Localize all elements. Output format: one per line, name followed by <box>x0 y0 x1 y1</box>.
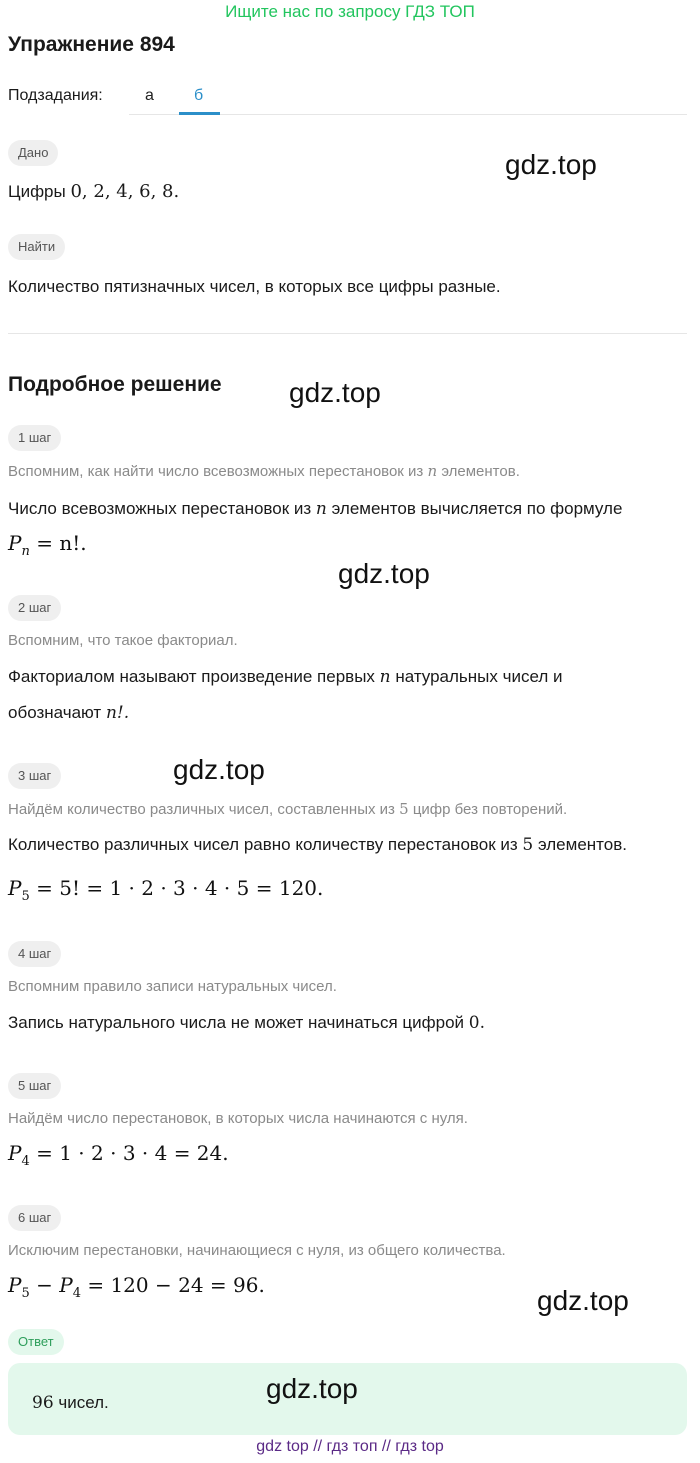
step-3-formula-p: P <box>8 876 22 900</box>
page-title: Упражнение 894 <box>8 33 175 56</box>
find-pill: Найти <box>8 234 65 260</box>
step-6-pill: 6 шаг <box>8 1205 61 1231</box>
step-5-formula-sub: 4 <box>21 1154 30 1169</box>
step-2-text-a: Факториалом называют произведение первых <box>8 667 375 686</box>
step-4-text-num: 0. <box>468 1013 485 1033</box>
step-1-formula <box>8 531 87 559</box>
step-5-formula <box>8 1141 229 1169</box>
step-5-formula-rest: = 1 · 2 · 3 · 4 = 24. <box>29 1141 229 1165</box>
step-3-text-b: элементов. <box>537 835 627 854</box>
step-6-formula-p1: P <box>8 1273 22 1297</box>
step-3-formula-sub: 5 <box>21 889 30 904</box>
step-1-formula-rest: = n!. <box>29 531 87 555</box>
answer-label: чисел. <box>53 1393 109 1412</box>
active-tab-indicator <box>179 112 220 115</box>
solution-title: Подробное решение <box>8 373 222 396</box>
step-6-formula-rest: = 120 − 24 = 96. <box>80 1273 265 1297</box>
given-prefix: Цифры <box>8 182 66 201</box>
step-1-text-a: Число всевозможных перестановок из <box>8 499 312 518</box>
step-3-text <box>8 835 627 855</box>
step-1-formula-p: P <box>8 531 22 555</box>
step-1-pill: 1 шаг <box>8 425 61 451</box>
watermark: gdz.top <box>537 1285 629 1316</box>
given-text <box>8 181 179 202</box>
step-3-formula-rest: = 5! = 1 · 2 · 3 · 4 · 5 = 120. <box>29 876 324 900</box>
step-2-text-b: натуральных чисел и <box>395 667 563 686</box>
section-divider <box>8 333 687 334</box>
step-3-hint <box>8 800 567 818</box>
step-4-text-a: Запись натурального числа не может начинаться цифрой <box>8 1013 465 1032</box>
step-3-text-num: 5 <box>522 835 534 855</box>
step-4-pill: 4 шаг <box>8 941 61 967</box>
step-6-formula <box>8 1273 265 1301</box>
step-3-pill: 3 шаг <box>8 763 61 789</box>
watermark: gdz.top <box>338 558 430 589</box>
step-2-hint: Вспомним, что такое факториал. <box>8 632 238 649</box>
step-6-formula-mid: − <box>29 1273 60 1297</box>
step-3-hint-num: 5 <box>399 800 409 818</box>
answer-pill: Ответ <box>8 1329 64 1355</box>
watermark: gdz.top <box>266 1373 358 1404</box>
given-digits: 0, 2, 4, 6, 8. <box>70 181 180 202</box>
step-2-pill: 2 шаг <box>8 595 61 621</box>
step-2-text-line2 <box>8 703 129 723</box>
tab-subtask-a[interactable]: а <box>145 87 154 104</box>
answer-num: 96 <box>32 1393 54 1413</box>
step-2-line2-a: обозначают <box>8 703 102 722</box>
step-1-text-b: элементов вычисляется по формуле <box>331 499 623 518</box>
step-6-formula-sub2: 4 <box>72 1286 81 1301</box>
step-3-text-a: Количество различных чисел равно количеству перестановок из <box>8 835 518 854</box>
step-1-hint-a: Вспомним, как найти число всевозможных перестановок из <box>8 463 424 480</box>
step-1-hint-var: n <box>427 462 438 480</box>
step-3-formula <box>8 876 323 904</box>
promo-banner[interactable]: Ищите нас по запросу ГДЗ ТОП <box>225 2 475 21</box>
step-6-hint: Исключим перестановки, начинающиеся с нуля, из общего количества. <box>8 1242 506 1259</box>
find-text: Количество пятизначных чисел, в которых все цифры разные. <box>8 277 501 296</box>
step-3-hint-b: цифр без повторений. <box>412 801 568 818</box>
step-1-formula-sub: n <box>21 544 30 559</box>
watermark: gdz.top <box>289 377 381 408</box>
step-1-text <box>8 499 622 519</box>
step-6-formula-p2: P <box>59 1273 73 1297</box>
step-1-text-var: n <box>315 499 327 519</box>
step-6-formula-sub1: 5 <box>21 1286 30 1301</box>
step-5-hint: Найдём число перестановок, в которых числа начинаются с нуля. <box>8 1110 468 1127</box>
given-pill: Дано <box>8 140 58 166</box>
step-2-text-var: n <box>379 667 391 687</box>
step-4-hint: Вспомним правило записи натуральных чисел. <box>8 978 337 995</box>
step-3-hint-a: Найдём количество различных чисел, составленных из <box>8 801 395 818</box>
watermark: gdz.top <box>505 149 597 180</box>
footer-links[interactable]: gdz top // гдз топ // гдз top <box>256 1438 444 1455</box>
step-2-line2-var: n!. <box>105 703 130 723</box>
step-1-hint <box>8 462 520 480</box>
subtasks-label: Подзадания: <box>8 87 103 104</box>
step-5-formula-p: P <box>8 1141 22 1165</box>
tab-subtask-b[interactable]: б <box>194 87 204 104</box>
step-1-hint-b: элементов. <box>441 463 520 480</box>
step-2-text <box>8 667 563 687</box>
watermark: gdz.top <box>173 754 265 785</box>
answer-text <box>32 1393 109 1413</box>
step-4-text <box>8 1013 485 1033</box>
step-5-pill: 5 шаг <box>8 1073 61 1099</box>
